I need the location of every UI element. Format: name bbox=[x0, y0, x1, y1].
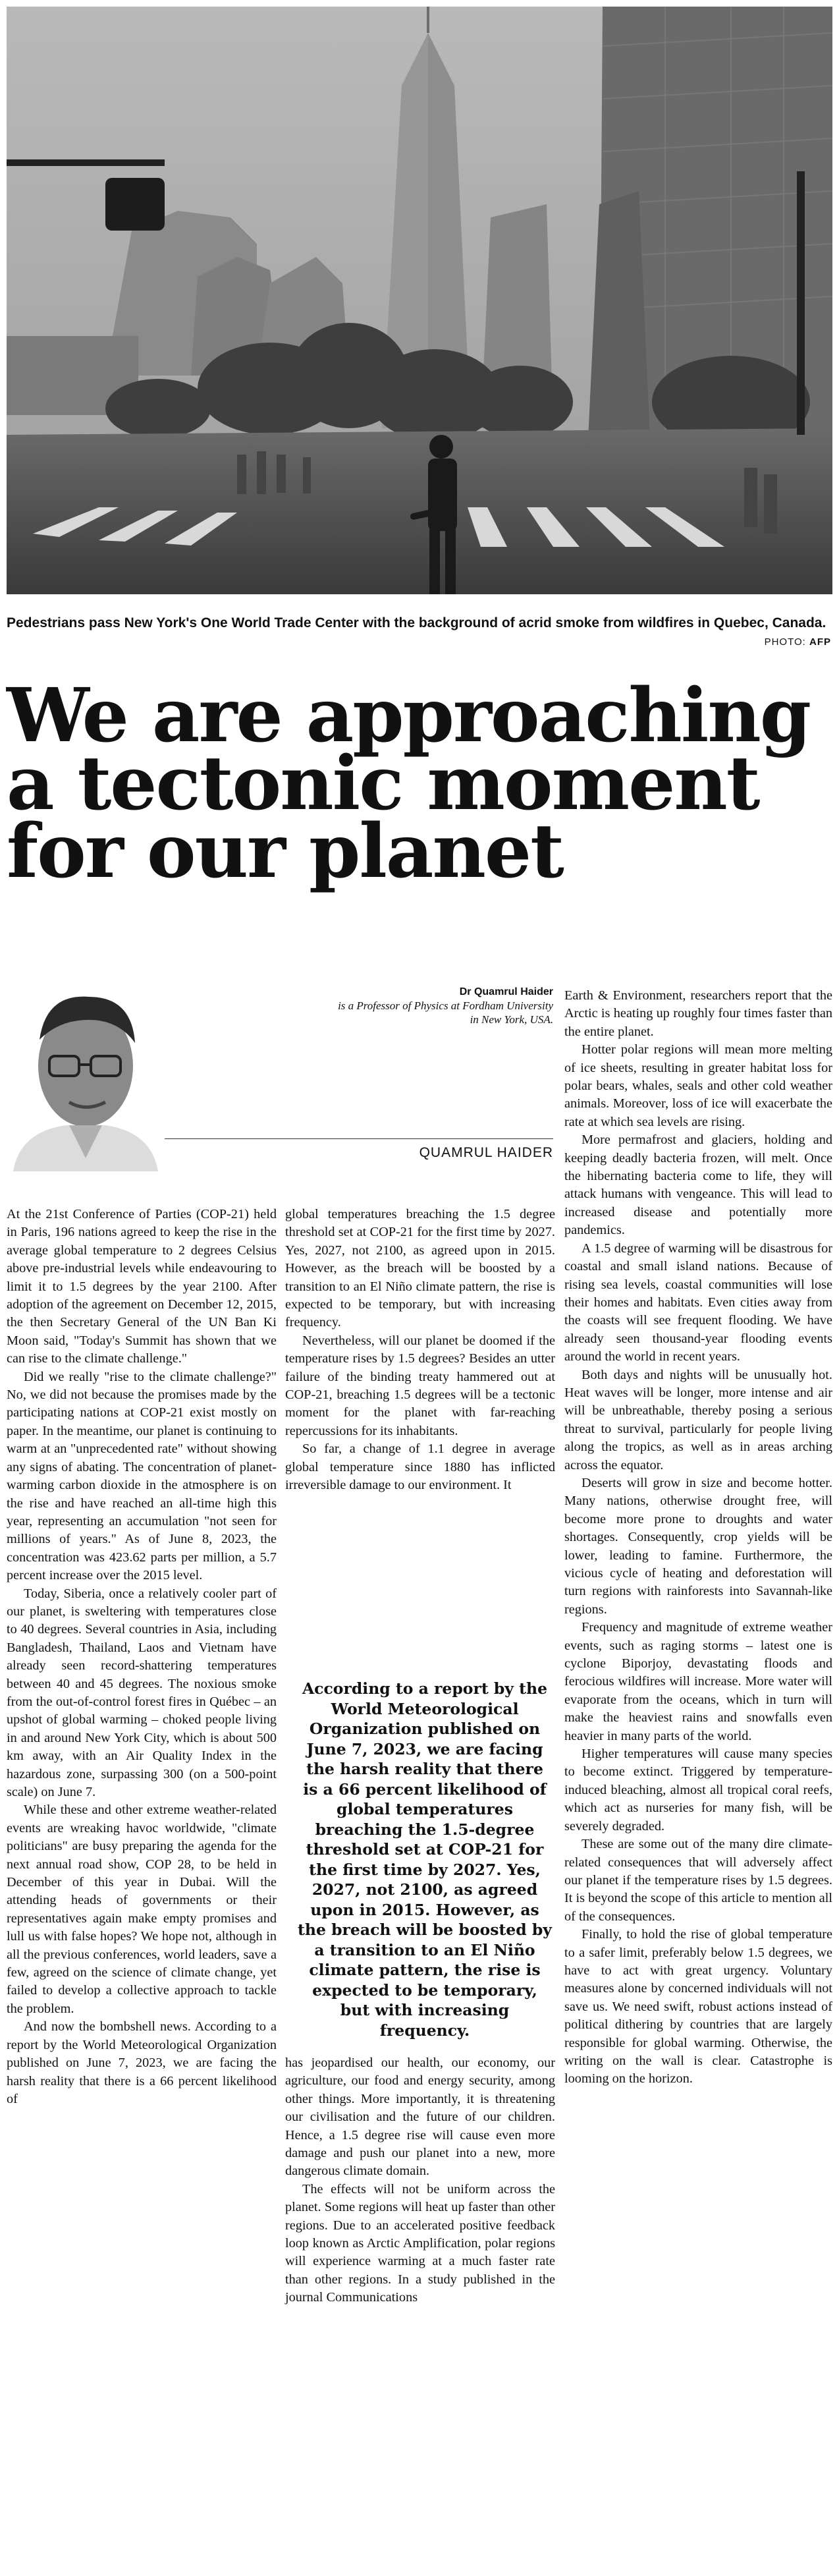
photo-caption: Pedestrians pass New York's One World Trade Center with the background of acrid smoke from wildfires in Quebec, Canada. bbox=[7, 615, 826, 630]
paragraph: Today, Siberia, once a relatively cooler part of our planet, is sweltering with temperatures close to 40 degrees. Several countries in Asia, including Bangladesh, Thailand, Laos and Vietnam have already seen record-shattering temperatures between 40 and 45 degrees. The noxious smoke from the out-of-control forest fires in Québec – an upshot of global warming – choked people living in and around New York City, which is about 500 km away, with an Air Quality Index in the hazardous zone, surpassing 300 (on a 500-point scale) on June 7. bbox=[7, 1586, 277, 1799]
byline: QUAMRUL HAIDER bbox=[419, 1145, 553, 1160]
paragraph: The effects will not be uniform across the planet. Some regions will heat up faster than other regions. Due to an accelerated positive feedback loop known as Arctic Amplification, polar regions will experience warming at a much faster rate than other regions. In a study published in the journal Communications bbox=[285, 2181, 555, 2305]
author-description: is a Professor of Physics at Fordham University in New York, USA. bbox=[338, 999, 553, 1026]
paragraph: While these and other extreme weather-related events are wreaking havoc worldwide, "climate politicians" are busy preparing the agenda for the next annual road show, COP 28, to be held in December of this year in Dubai. Will the attending heads of governments or their representatives again make empty promises and lull us with false hopes? We hope not, although in all the previous conferences, world leaders, save a few, agreed on the science of climate change, yet failed to develop a collective approach to tackle the problem. bbox=[7, 1803, 277, 2016]
column-3 bbox=[564, 987, 832, 2088]
paragraph: has jeopardised our health, our economy, our agriculture, our food and energy security, among other things. More importantly, it is threatening our civilisation and the future of our children. Hence, a 1.5 degree rise will cause even more damage and push our planet into a new, more dangerous climate domain. bbox=[285, 2056, 555, 2179]
paragraph: Finally, to hold the rise of global temperature to a safer limit, preferably below 1.5 degrees, we have to act with great urgency. Voluntary measures alone by concerned individuals will not save us. We need swift, robust actions instead of political dithering by countries that are largely responsible for global warming. Otherwise, the writing on the wall is clear. Catastrophe is looming on the horizon. bbox=[564, 1927, 832, 2086]
paragraph: And now the bombshell news. According to a report by the World Meteorological Organization published on June 7, 2023, we are facing the harsh reality that there is a 66 percent likelihood of bbox=[7, 2019, 277, 2106]
paragraph: Earth & Environment, researchers report that the Arctic is heating up roughly four times faster than the entire planet. bbox=[564, 988, 832, 1039]
author-photo bbox=[7, 967, 158, 1171]
paragraph: Deserts will grow in size and become hotter. Many nations, otherwise drought free, will become more prone to droughts and water shortages. Consequently, crop yields will be lower, leading to famine. Furthermore, the vicious cycle of heating and deforestation will turn regions with rainforests into Savannah-like regions. bbox=[564, 1475, 832, 1617]
column-1 bbox=[7, 1206, 277, 2108]
paragraph: Did we really "rise to the climate challenge?" No, we did not because the promises made by the participating nations at COP-21 exist mostly on paper. In the meantime, our planet is continuing to warm at an "unprecedented rate" without showing any signs of abating. The concentration of planet-warming carbon dioxide in the atmosphere is on the rise and have reached an all-time high this year, representing an accumulation "not seen for millions of years." As of June 8, 2023, the concentration was 423.62 parts per million, a 5.7 percent increase over the 2015 level. bbox=[7, 1369, 277, 1583]
paragraph: Both days and nights will be unusually hot. Heat waves will be longer, more intense and air will be unbreathable, thereby posing a serious threat to survival, particularly for people living along the tropics, as well as in areas arching across the equator. bbox=[564, 1367, 832, 1472]
photo-credit-label: PHOTO: bbox=[764, 636, 806, 648]
paragraph: Hotter polar regions will mean more melting of ice sheets, resulting in greater habitat loss for polar bears, whales, seals and other cold weather animals. Moreover, loss of ice will exacerbate the rate at which sea levels are rising. bbox=[564, 1042, 832, 1129]
city-smoke-image bbox=[7, 7, 832, 594]
column-2-bottom bbox=[285, 2054, 555, 2307]
paragraph: A 1.5 degree of warming will be disastrous for coastal and small island nations. Because of rising sea levels, coastal communities will lose their homes and habitats. Even cities away from the coasts will see frequent flooding. We have already seen thousand-year flooding events around the world in recent years. bbox=[564, 1241, 832, 1364]
author-name: Dr Quamrul Haider bbox=[459, 986, 553, 997]
paragraph: Higher temperatures will cause many species to become extinct. Triggered by temperature-induced bleaching, almost all tropical coral reefs, which act as nurseries for many fish, will be severely degraded. bbox=[564, 1747, 832, 1834]
column-2-top bbox=[285, 1206, 555, 1495]
headline: We are approaching a tectonic moment for our planet bbox=[7, 673, 811, 895]
byline-divider bbox=[165, 1138, 553, 1139]
photo-credit-source: AFP bbox=[809, 636, 831, 648]
paragraph: These are some out of the many dire climate-related consequences that will adversely affect our planet if the temperature rises by 1.5 degrees. It is beyond the scope of this article to mention all of the consequences. bbox=[564, 1837, 832, 1924]
paragraph: Nevertheless, will our planet be doomed if the temperature rises by 1.5 degrees? Besides an utter failure of the binding treaty hammered out at COP-21, breaching 1.5 degrees will be a tectonic moment for the planet with far-reaching repercussions for its inhabitants. bbox=[285, 1333, 555, 1438]
paragraph: More permafrost and glaciers, holding and keeping deadly bacteria frozen, will melt. Once the hibernating bacteria come to life, they will attack humans with vengeance. This will lead to increased disease and potentially more pandemics. bbox=[564, 1133, 832, 1238]
photo-credit bbox=[765, 636, 831, 648]
paragraph: global temperatures breaching the 1.5 degree threshold set at COP-21 for the first time by 2027. Yes, 2027, not 2100, as agreed upon in 2015. However, as the breach will be boosted by a transition to an El Niño climate pattern, the rise is expected to be temporary, but with increasing frequency. bbox=[285, 1207, 555, 1330]
news-photo bbox=[7, 7, 832, 594]
paragraph: So far, a change of 1.1 degree in average global temperature since 1880 has inflicted irreversible damage to our environment. It bbox=[285, 1442, 555, 1493]
author-bio bbox=[329, 986, 553, 1027]
paragraph: Frequency and magnitude of extreme weather events, such as raging storms – latest one is cyclone Biporjoy, devastating floods and ferocious wildfires will increase. More water will evaporate from the oceans, which in turn will make the heaviest rains and snowfalls even heavier in many parts of the world. bbox=[564, 1620, 832, 1743]
author-portrait-image bbox=[7, 967, 158, 1171]
pull-quote: According to a report by the World Meteorological Organization published on June 7, 2023, we are facing the harsh reality that there is a 66 percent likelihood of global temperatures breaching the 1.5-degree threshold set at COP-21 for the first time by 2027. Yes, 2027, not 2100, as agreed upon in 2015. However, as the breach will be boosted by a transition to an El Niño climate pattern, the rise is expected to be temporary, but with increasing frequency. bbox=[298, 1679, 552, 2040]
paragraph: At the 21st Conference of Parties (COP-21) held in Paris, 196 nations agreed to keep the rise in the average global temperature to 2 degrees Celsius above pre-industrial levels while endeavouring to limit it to 1.5 degrees by the year 2100. After adoption of the agreement on December 12, 2015, the then Secretary General of the UN Ban Ki Moon said, "Today's Summit has shown that we can rise to the climate challenge." bbox=[7, 1207, 277, 1366]
